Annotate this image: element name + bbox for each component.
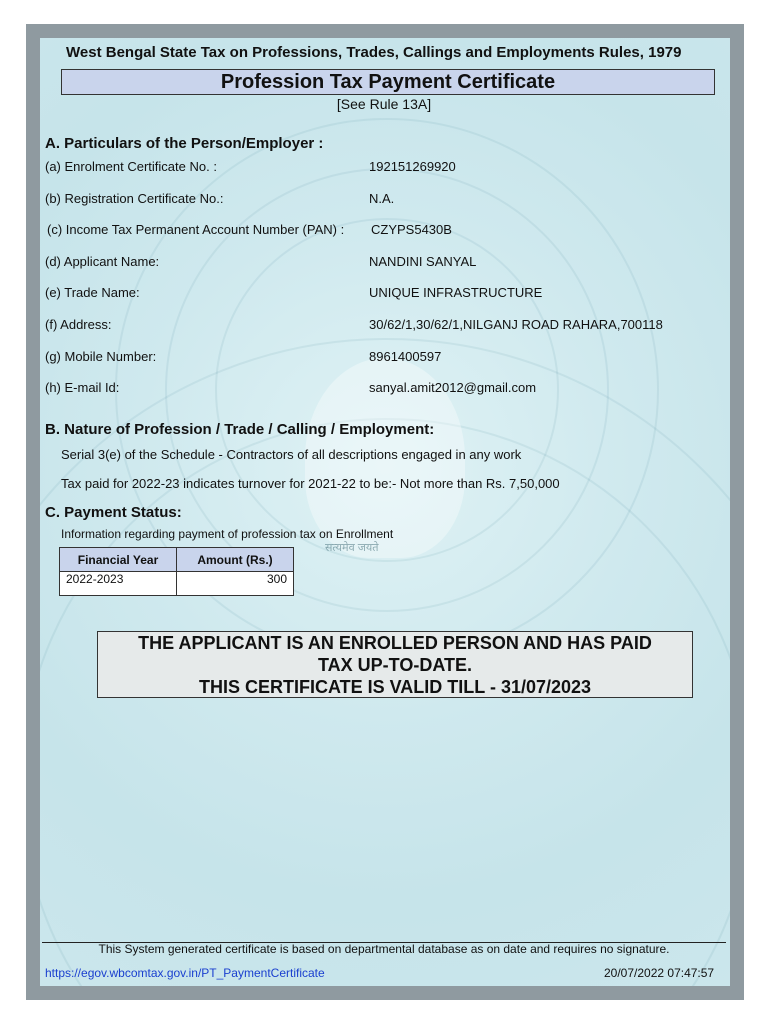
email-value: sanyal.amit2012@gmail.com	[369, 380, 537, 395]
pan-value: CZYPS5430B	[371, 222, 452, 237]
enrollment-status-notice	[97, 631, 693, 698]
address-value: 30/62/1,30/62/1,NILGANJ ROAD RAHARA,700118	[369, 317, 663, 332]
address-label: (f) Address:	[45, 317, 112, 332]
trade-name-value: UNIQUE INFRASTRUCTURE	[369, 285, 543, 300]
emblem-caption: सत्यमेव जयते	[325, 542, 379, 554]
mobile-value: 8961400597	[369, 349, 442, 364]
applicant-name-label: (d) Applicant Name:	[45, 254, 160, 269]
section-c-heading: C. Payment Status:	[45, 504, 182, 521]
applicant-name-value: NANDINI SANYAL	[369, 254, 477, 269]
financial-year-cell: 2022-2023	[60, 572, 177, 596]
turnover-text: Tax paid for 2022-23 indicates turnover for 2021-22 to be:- Not more than Rs. 7,50,000	[61, 476, 560, 491]
payment-table	[59, 547, 294, 596]
column-header-amount: Amount (Rs.)	[177, 548, 294, 572]
registration-label: (b) Registration Certificate No.:	[45, 191, 224, 206]
see-rule: [See Rule 13A]	[336, 96, 432, 112]
notice-line-3: THIS CERTIFICATE IS VALID TILL - 31/07/2023	[198, 677, 592, 697]
table-header-row	[60, 548, 294, 572]
footer-note: This System generated certificate is based on departmental database as on date and requires no signature.	[98, 942, 670, 956]
notice-line-2: TAX UP-TO-DATE.	[318, 655, 472, 675]
notice-line-1: THE APPLICANT IS AN ENROLLED PERSON AND HAS PAID	[138, 633, 652, 653]
email-label: (h) E-mail Id:	[45, 380, 120, 395]
amount-cell: 300	[177, 572, 294, 596]
payment-info-text: Information regarding payment of profession tax on Enrollment	[61, 527, 394, 541]
column-header-financial-year: Financial Year	[60, 548, 177, 572]
certificate-title: Profession Tax Payment Certificate	[61, 69, 715, 95]
certificate-url-link[interactable]: https://egov.wbcomtax.gov.in/PT_PaymentCertificate	[45, 966, 325, 980]
section-a-heading: A. Particulars of the Person/Employer :	[45, 135, 324, 152]
table-row	[60, 572, 294, 596]
enrolment-value: 192151269920	[369, 159, 456, 174]
registration-value: N.A.	[369, 191, 395, 206]
section-b-heading: B. Nature of Profession / Trade / Calling / Employment:	[45, 421, 435, 438]
generated-timestamp: 20/07/2022 07:47:57	[604, 966, 715, 980]
schedule-serial-text: Serial 3(e) of the Schedule - Contractors of all descriptions engaged in any work	[61, 447, 522, 462]
pan-label: (c) Income Tax Permanent Account Number (PAN) :	[47, 222, 345, 237]
trade-name-label: (e) Trade Name:	[45, 285, 140, 300]
mobile-label: (g) Mobile Number:	[45, 349, 157, 364]
enrolment-label: (a) Enrolment Certificate No. :	[45, 159, 217, 174]
rules-title: West Bengal State Tax on Professions, Trades, Callings and Employments Rules, 1979	[66, 44, 682, 61]
